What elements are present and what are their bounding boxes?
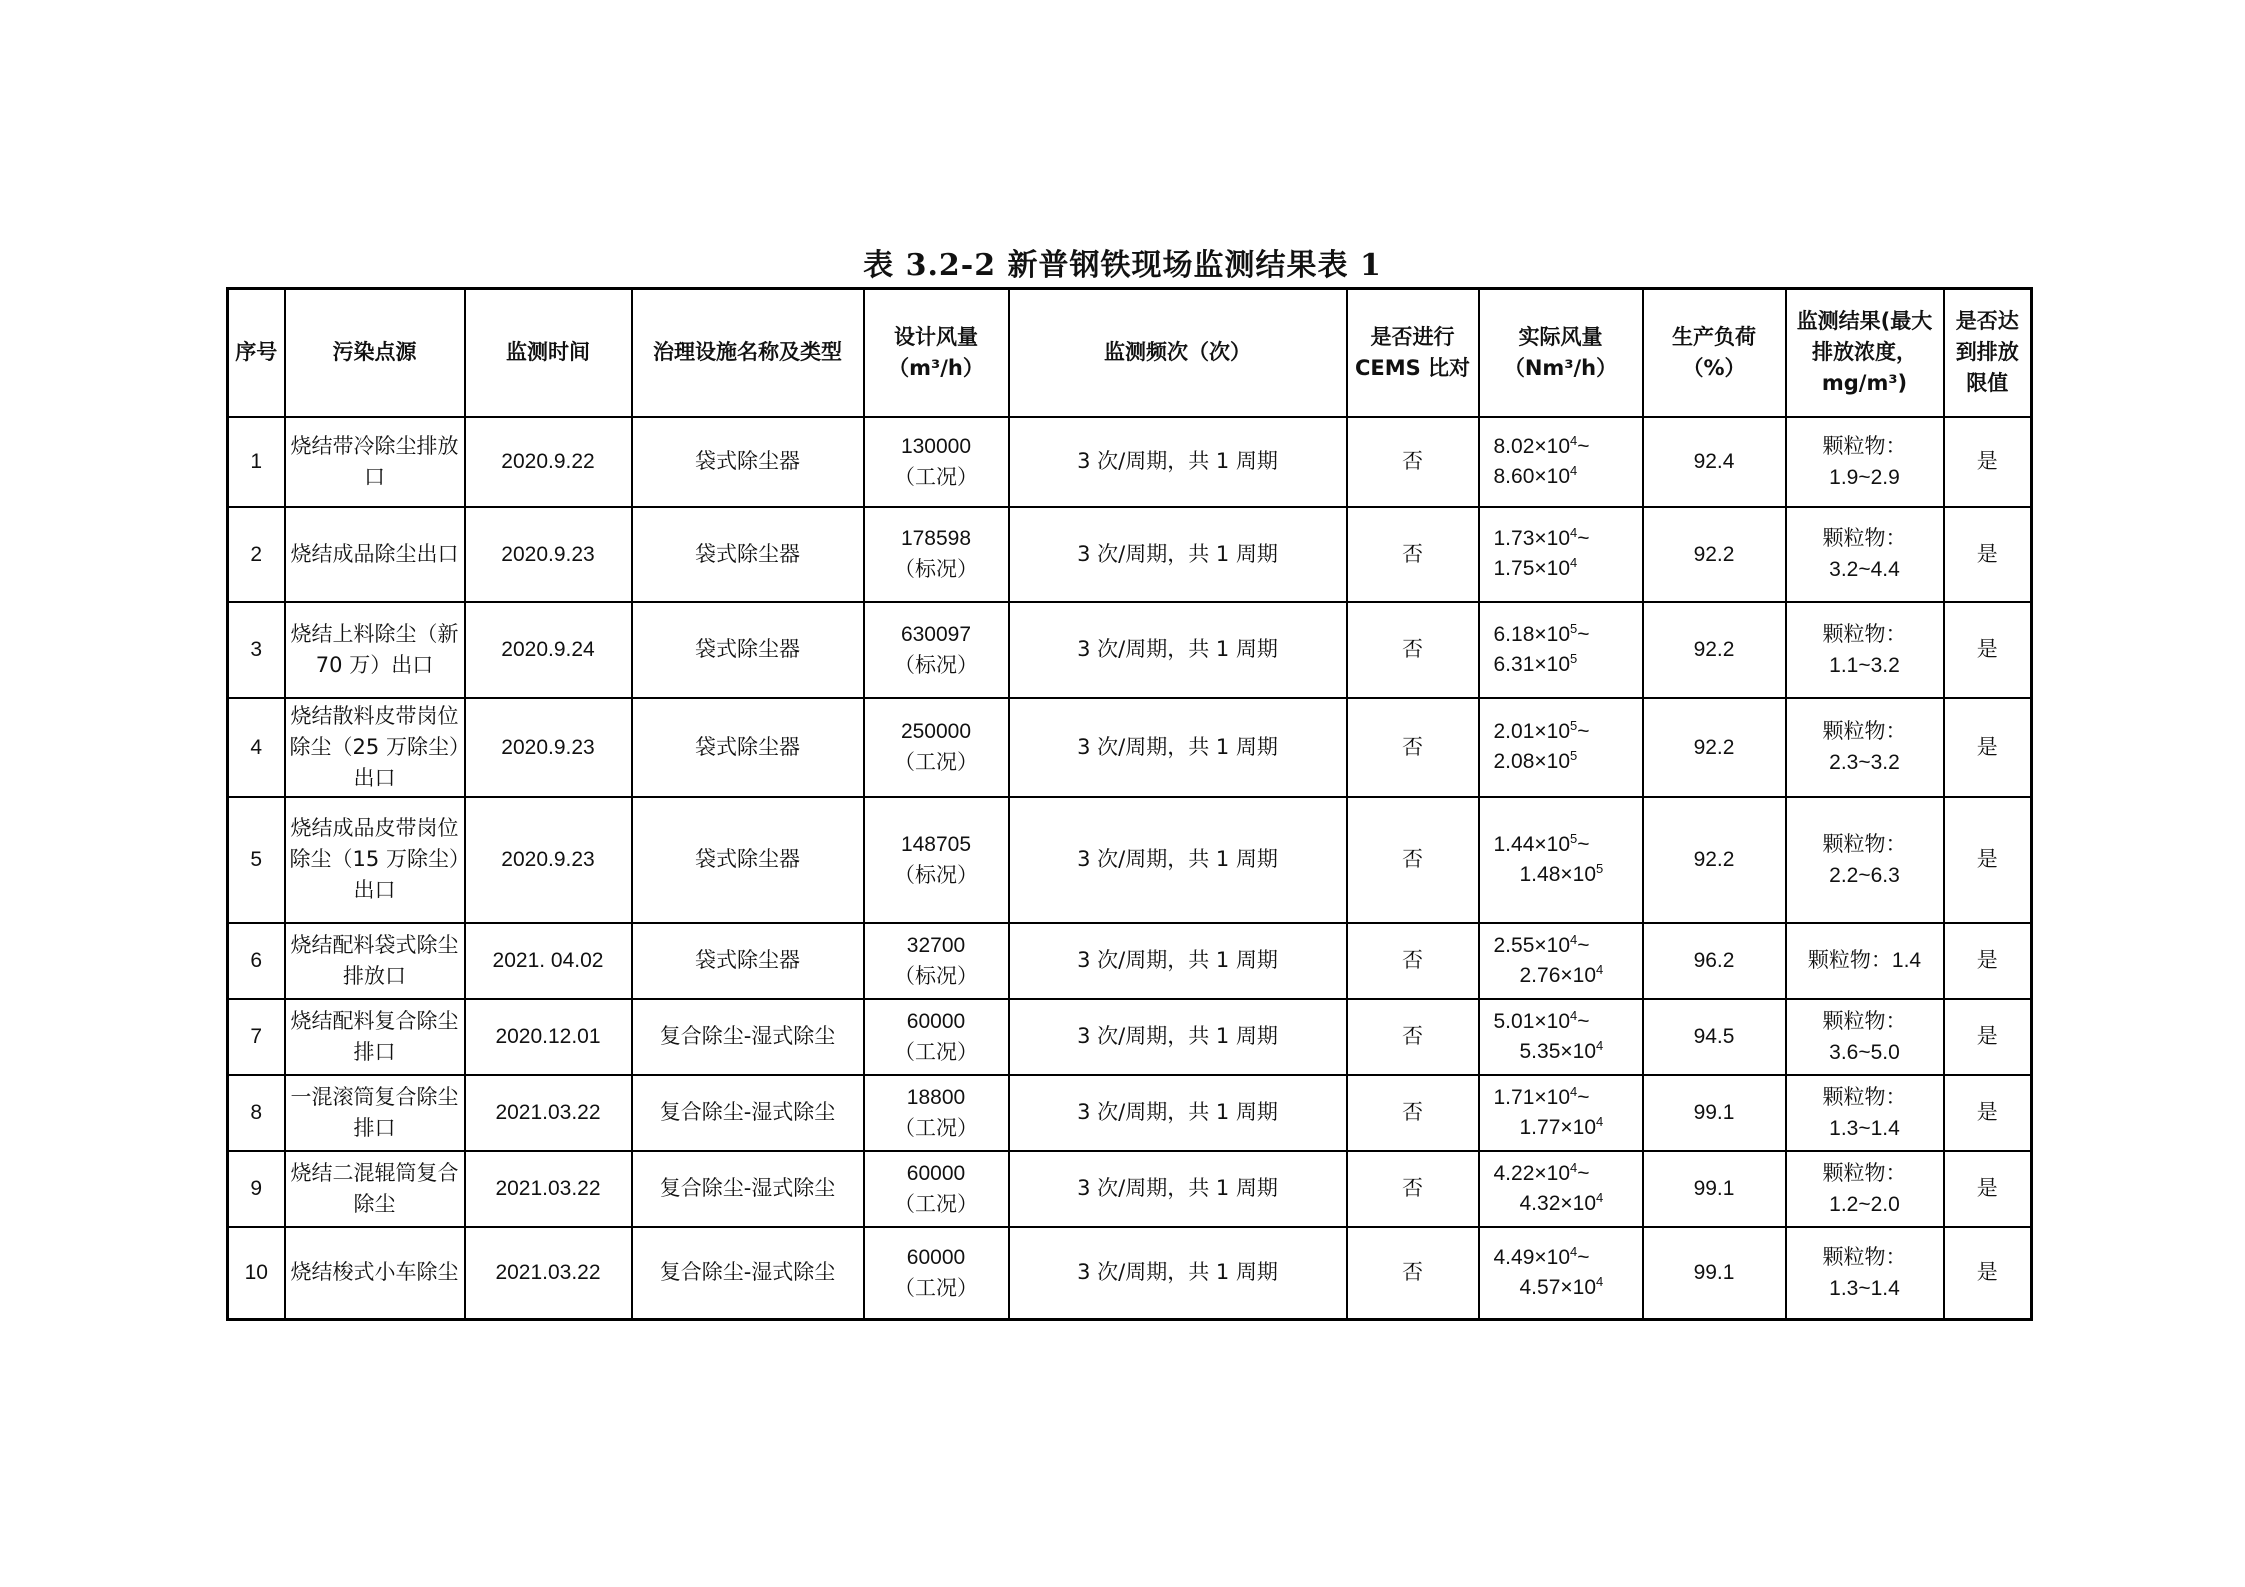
cell-design-flow (864, 797, 1009, 923)
cell-time: 2021.03.22 (465, 1227, 632, 1320)
cell-result (1786, 507, 1944, 602)
actual-flow-low: $8.02\times 10^4\sim$ (1493, 432, 1590, 458)
cell-compliant: 是 (1944, 602, 2032, 698)
cell-seq: 7 (228, 999, 285, 1075)
actual-flow-high (1484, 1273, 1638, 1303)
result-label: 颗粒物： (1822, 434, 1907, 458)
af-low-exponent: 4 (1570, 1083, 1578, 1099)
cell-design-flow (864, 602, 1009, 698)
af-low-exponent: 5 (1570, 718, 1578, 733)
af-low-mantissa: 2.01×10 (1493, 720, 1570, 743)
actual-flow-low: $4.49\times 10^4\sim$ (1493, 1243, 1590, 1269)
header-actual-flow: 实际风量（Nm³/h） (1479, 289, 1643, 417)
actual-flow-high (1484, 860, 1638, 890)
af-low-exponent: 5 (1570, 830, 1578, 846)
cell-load: 99.1 (1643, 1227, 1786, 1320)
flow-condition: （标况） (894, 863, 978, 887)
cell-result (1786, 999, 1944, 1075)
table-row (228, 602, 2032, 698)
flow-value: 18800 (906, 1085, 966, 1109)
table-row (228, 1151, 2032, 1227)
monitoring-results-table (226, 287, 2033, 1321)
cell-time: 2021.03.22 (465, 1151, 632, 1227)
af-high-mantissa: 4.32×10 (1519, 1191, 1596, 1215)
cell-design-flow (864, 999, 1009, 1075)
af-low-mantissa: 1.71×10 (1493, 1085, 1570, 1109)
table-row (228, 698, 2032, 797)
actual-flow-low: $1.71\times 10^4\sim$ (1493, 1083, 1590, 1109)
header-seq: 序号 (228, 289, 285, 417)
cell-facility: 复合除尘-湿式除尘 (632, 1227, 864, 1320)
result-label: 颗粒物： (1822, 720, 1907, 743)
cell-seq: 3 (228, 602, 285, 698)
cell-actual-flow (1479, 1075, 1643, 1151)
cell-actual-flow (1479, 698, 1643, 797)
flow-value: 630097 (900, 622, 972, 646)
flow-value: 130000 (900, 434, 972, 458)
flow-value: 32700 (906, 933, 966, 957)
cell-time: 2020.9.22 (465, 417, 632, 507)
actual-flow-low: $2.55\times 10^4\sim$ (1493, 931, 1590, 957)
af-high-mantissa: 1.75×10 (1493, 557, 1570, 580)
cell-seq: 9 (228, 1151, 285, 1227)
cell-compliant: 是 (1944, 1227, 2032, 1320)
actual-flow-high (1484, 961, 1638, 991)
cell-load: 92.2 (1643, 507, 1786, 602)
af-high-exponent: 4 (1596, 1113, 1604, 1129)
cell-cems: 否 (1347, 797, 1479, 923)
cell-result (1786, 1151, 1944, 1227)
cell-load: 99.1 (1643, 1075, 1786, 1151)
cell-design-flow (864, 417, 1009, 507)
cell-source: 烧结成品皮带岗位除尘（15 万除尘）出口 (285, 797, 465, 923)
cell-source: 烧结带冷除尘排放口 (285, 417, 465, 507)
header-result: 监测结果(最大排放浓度，mg/m³) (1786, 289, 1944, 417)
actual-flow-low: $5.01\times 10^4\sim$ (1493, 1007, 1590, 1033)
af-high-mantissa: 2.76×10 (1519, 963, 1596, 987)
af-low-mantissa: 2.55×10 (1493, 933, 1570, 957)
cell-frequency: 3 次/周期，共 1 周期 (1009, 698, 1347, 797)
cell-cems: 否 (1347, 999, 1479, 1075)
cell-time: 2020.9.24 (465, 602, 632, 698)
header-row (228, 289, 2032, 417)
cell-load: 96.2 (1643, 923, 1786, 999)
result-label: 颗粒物： (1822, 527, 1907, 550)
cell-source: 烧结配料复合除尘排口 (285, 999, 465, 1075)
af-low-exponent: 4 (1570, 931, 1578, 947)
cell-compliant: 是 (1944, 507, 2032, 602)
cell-load: 92.4 (1643, 417, 1786, 507)
cell-frequency: 3 次/周期，共 1 周期 (1009, 1151, 1347, 1227)
af-high-mantissa: 6.31×10 (1493, 652, 1570, 676)
cell-actual-flow (1479, 999, 1643, 1075)
af-high-exponent: 4 (1596, 1037, 1604, 1053)
cell-cems: 否 (1347, 1227, 1479, 1320)
af-high-mantissa: 5.35×10 (1519, 1039, 1596, 1063)
cell-actual-flow (1479, 1151, 1643, 1227)
cell-load: 92.2 (1643, 698, 1786, 797)
cell-source: 烧结上料除尘（新 70 万）出口 (285, 602, 465, 698)
flow-value: 60000 (906, 1009, 966, 1033)
cell-source: 烧结散料皮带岗位除尘（25 万除尘）出口 (285, 698, 465, 797)
flow-condition: （标况） (894, 653, 978, 677)
cell-load: 94.5 (1643, 999, 1786, 1075)
header-load: 生产负荷（%） (1643, 289, 1786, 417)
actual-flow-high (1484, 747, 1638, 777)
af-high-mantissa: 8.60×10 (1493, 464, 1570, 488)
cell-result (1786, 1227, 1944, 1320)
cell-facility: 袋式除尘器 (632, 797, 864, 923)
header-time: 监测时间 (465, 289, 632, 417)
flow-condition: （工况） (894, 1192, 978, 1216)
result-value: 2.3~3.2 (1829, 751, 1900, 774)
cell-frequency: 3 次/周期，共 1 周期 (1009, 602, 1347, 698)
cell-cems: 否 (1347, 507, 1479, 602)
af-high-mantissa: 2.08×10 (1493, 750, 1570, 773)
flow-value: 148705 (900, 832, 972, 856)
cell-seq: 1 (228, 417, 285, 507)
af-high-exponent: 5 (1570, 650, 1578, 666)
cell-time: 2020.9.23 (465, 507, 632, 602)
result-value: 1.3~1.4 (1829, 1276, 1900, 1300)
header-facility: 治理设施名称及类型 (632, 289, 864, 417)
cell-cems: 否 (1347, 923, 1479, 999)
cell-actual-flow (1479, 507, 1643, 602)
af-low-exponent: 4 (1570, 1159, 1578, 1175)
af-low-mantissa: 5.01×10 (1493, 1009, 1570, 1033)
result-value: 1.4 (1891, 949, 1922, 972)
cell-design-flow (864, 698, 1009, 797)
actual-flow-low: $2.01\times 10^5\sim$ (1493, 718, 1590, 743)
header-frequency: 监测频次（次） (1009, 289, 1347, 417)
result-value: 1.9~2.9 (1829, 465, 1900, 489)
cell-actual-flow (1479, 602, 1643, 698)
af-low-mantissa: 1.73×10 (1493, 527, 1570, 550)
cell-actual-flow (1479, 1227, 1643, 1320)
af-high-mantissa: 4.57×10 (1519, 1275, 1596, 1299)
af-low-mantissa: 4.49×10 (1493, 1245, 1570, 1269)
result-label: 颗粒物： (1822, 1009, 1907, 1033)
cell-facility: 复合除尘-湿式除尘 (632, 1075, 864, 1151)
cell-seq: 4 (228, 698, 285, 797)
cell-compliant: 是 (1944, 698, 2032, 797)
result-value: 3.6~5.0 (1829, 1040, 1900, 1064)
actual-flow-low: $1.73\times 10^4\sim$ (1493, 525, 1590, 550)
cell-cems: 否 (1347, 1151, 1479, 1227)
af-high-exponent: 4 (1570, 462, 1578, 478)
cell-result (1786, 1075, 1944, 1151)
actual-flow-high (1484, 650, 1638, 680)
cell-seq: 8 (228, 1075, 285, 1151)
af-low-exponent: 5 (1570, 620, 1578, 636)
result-value: 1.2~2.0 (1829, 1192, 1900, 1216)
cell-frequency: 3 次/周期，共 1 周期 (1009, 417, 1347, 507)
flow-condition: （工况） (894, 1116, 978, 1140)
cell-compliant: 是 (1944, 923, 2032, 999)
flow-value: 60000 (906, 1245, 966, 1269)
actual-flow-low: $1.44\times 10^5\sim$ (1493, 830, 1590, 856)
cell-load: 92.2 (1643, 602, 1786, 698)
result-label: 颗粒物： (1822, 1161, 1907, 1185)
result-label: 颗粒物： (1807, 949, 1892, 972)
cell-source: 烧结二混辊筒复合除尘 (285, 1151, 465, 1227)
table-row (228, 999, 2032, 1075)
cell-design-flow (864, 507, 1009, 602)
cell-frequency: 3 次/周期，共 1 周期 (1009, 1227, 1347, 1320)
af-low-mantissa: 8.02×10 (1493, 434, 1570, 458)
table-title: 表 3.2-2 新普钢铁现场监测结果表 1 (863, 248, 1382, 283)
header-compliant: 是否达到排放限值 (1944, 289, 2032, 417)
cell-frequency: 3 次/周期，共 1 周期 (1009, 507, 1347, 602)
table-row (228, 1075, 2032, 1151)
cell-compliant: 是 (1944, 1075, 2032, 1151)
cell-frequency: 3 次/周期，共 1 周期 (1009, 999, 1347, 1075)
af-low-exponent: 4 (1570, 1007, 1578, 1023)
af-high-mantissa: 1.77×10 (1519, 1115, 1596, 1139)
af-low-exponent: 4 (1570, 525, 1578, 540)
cell-source: 烧结梭式小车除尘 (285, 1227, 465, 1320)
af-high-exponent: 5 (1570, 748, 1578, 763)
table-row (228, 923, 2032, 999)
actual-flow-high (1484, 1189, 1638, 1219)
result-value: 3.2~4.4 (1829, 558, 1900, 581)
cell-cems: 否 (1347, 1075, 1479, 1151)
result-label: 颗粒物： (1822, 1245, 1907, 1269)
result-value: 2.2~6.3 (1829, 863, 1900, 887)
cell-load: 99.1 (1643, 1151, 1786, 1227)
cell-source: 烧结配料袋式除尘排放口 (285, 923, 465, 999)
af-low-mantissa: 6.18×10 (1493, 622, 1570, 646)
af-high-exponent: 4 (1596, 961, 1604, 977)
flow-condition: （标况） (894, 558, 978, 581)
cell-facility: 复合除尘-湿式除尘 (632, 1151, 864, 1227)
cell-frequency: 3 次/周期，共 1 周期 (1009, 797, 1347, 923)
cell-result (1786, 797, 1944, 923)
header-cems: 是否进行CEMS 比对 (1347, 289, 1479, 417)
cell-source: 一混滚筒复合除尘排口 (285, 1075, 465, 1151)
af-low-exponent: 4 (1570, 1243, 1578, 1259)
result-value: 1.1~3.2 (1829, 653, 1900, 677)
actual-flow-low: $4.22\times 10^4\sim$ (1493, 1159, 1590, 1185)
actual-flow-high (1484, 462, 1638, 492)
cell-design-flow (864, 1151, 1009, 1227)
af-high-exponent: 4 (1570, 555, 1578, 570)
cell-result (1786, 698, 1944, 797)
flow-condition: （标况） (894, 964, 978, 988)
cell-design-flow (864, 1227, 1009, 1320)
cell-facility: 复合除尘-湿式除尘 (632, 999, 864, 1075)
af-low-exponent: 4 (1570, 432, 1578, 448)
table-row (228, 797, 2032, 923)
cell-compliant: 是 (1944, 999, 2032, 1075)
cell-seq: 2 (228, 507, 285, 602)
cell-design-flow (864, 1075, 1009, 1151)
cell-facility: 袋式除尘器 (632, 507, 864, 602)
cell-seq: 5 (228, 797, 285, 923)
flow-value: 60000 (906, 1161, 966, 1185)
flow-condition: （工况） (894, 465, 978, 489)
flow-condition: （工况） (894, 1040, 978, 1064)
af-low-mantissa: 4.22×10 (1493, 1161, 1570, 1185)
cell-time: 2020.9.23 (465, 698, 632, 797)
af-low-mantissa: 1.44×10 (1493, 832, 1570, 856)
cell-cems: 否 (1347, 417, 1479, 507)
flow-value: 250000 (900, 720, 972, 743)
table-row (228, 507, 2032, 602)
cell-design-flow (864, 923, 1009, 999)
actual-flow-high (1484, 1037, 1638, 1067)
cell-compliant: 是 (1944, 1151, 2032, 1227)
actual-flow-high (1484, 554, 1638, 584)
result-label: 颗粒物： (1822, 1085, 1907, 1109)
cell-facility: 袋式除尘器 (632, 417, 864, 507)
flow-condition: （工况） (894, 751, 978, 774)
flow-value: 178598 (900, 527, 972, 550)
cell-time: 2021.03.22 (465, 1075, 632, 1151)
cell-actual-flow (1479, 417, 1643, 507)
cell-actual-flow (1479, 923, 1643, 999)
table-row (228, 1227, 2032, 1320)
result-label: 颗粒物： (1822, 832, 1907, 856)
header-source: 污染点源 (285, 289, 465, 417)
cell-time: 2020.9.23 (465, 797, 632, 923)
flow-condition: （工况） (894, 1276, 978, 1300)
cell-actual-flow (1479, 797, 1643, 923)
cell-compliant: 是 (1944, 417, 2032, 507)
af-high-exponent: 4 (1596, 1189, 1604, 1205)
cell-compliant: 是 (1944, 797, 2032, 923)
cell-facility: 袋式除尘器 (632, 923, 864, 999)
cell-cems: 否 (1347, 602, 1479, 698)
cell-facility: 袋式除尘器 (632, 602, 864, 698)
af-high-exponent: 4 (1596, 1273, 1604, 1289)
result-label: 颗粒物： (1822, 622, 1907, 646)
actual-flow-low: $6.18\times 10^5\sim$ (1493, 620, 1590, 646)
cell-time: 2020.12.01 (465, 999, 632, 1075)
header-design-flow: 设计风量（m³/h） (864, 289, 1009, 417)
cell-seq: 6 (228, 923, 285, 999)
cell-time: 2021. 04.02 (465, 923, 632, 999)
cell-result (1786, 923, 1944, 999)
af-high-exponent: 5 (1596, 860, 1604, 876)
actual-flow-high (1484, 1113, 1638, 1143)
cell-facility: 袋式除尘器 (632, 698, 864, 797)
cell-source: 烧结成品除尘出口 (285, 507, 465, 602)
cell-load: 92.2 (1643, 797, 1786, 923)
result-value: 1.3~1.4 (1829, 1116, 1900, 1140)
cell-frequency: 3 次/周期，共 1 周期 (1009, 1075, 1347, 1151)
cell-cems: 否 (1347, 698, 1479, 797)
cell-seq: 10 (228, 1227, 285, 1320)
af-high-mantissa: 1.48×10 (1519, 862, 1596, 886)
cell-result (1786, 417, 1944, 507)
table-row (228, 417, 2032, 507)
cell-frequency: 3 次/周期，共 1 周期 (1009, 923, 1347, 999)
cell-result (1786, 602, 1944, 698)
